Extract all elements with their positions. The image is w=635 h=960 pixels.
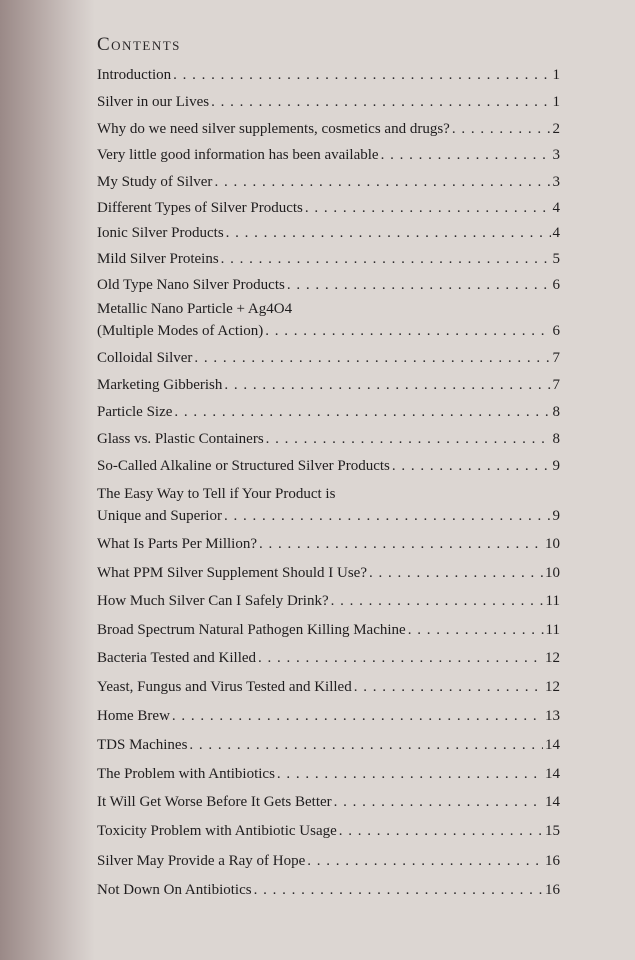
toc-entry-page: 16: [545, 882, 560, 898]
toc-entry: [97, 820, 560, 842]
toc-entry: [97, 248, 560, 270]
toc-entry-page: 10: [545, 536, 560, 552]
toc-entry: [97, 455, 560, 477]
dot-leader: [381, 144, 551, 166]
dot-leader: [259, 533, 543, 555]
toc-entry-page: 7: [552, 377, 560, 393]
dot-leader: [258, 647, 543, 669]
dot-leader: [174, 401, 550, 423]
toc-entry-page: 7: [552, 350, 560, 366]
toc-entry-page: 3: [552, 174, 560, 190]
toc-entry-title: Broad Spectrum Natural Pathogen Killing Machine: [97, 622, 406, 638]
toc-entry-page: 14: [545, 766, 560, 782]
toc-entry: [97, 791, 560, 813]
toc-entry-title: Introduction: [97, 67, 172, 83]
toc-entry-title: Glass vs. Plastic Containers: [97, 431, 264, 447]
dot-leader: [369, 562, 543, 584]
toc-entry-title: Silver May Provide a Ray of Hope: [97, 853, 306, 869]
dot-leader: [224, 505, 551, 527]
toc-entry-title: What PPM Silver Supplement Should I Use?: [97, 565, 367, 581]
toc-entry: [97, 734, 560, 756]
toc-entry-title: Home Brew: [97, 708, 170, 724]
toc-entry-title: Old Type Nano Silver Products: [97, 277, 285, 293]
dot-leader: [287, 274, 551, 296]
toc-entry-title: Particle Size: [97, 404, 173, 420]
toc-entry: [97, 533, 560, 555]
dot-leader: [339, 820, 543, 842]
toc-entry: [97, 676, 560, 698]
toc-entry-title: Toxicity Problem with Antibiotic Usage: [97, 823, 337, 839]
toc-entry: [97, 850, 560, 872]
toc-entry-title: Bacteria Tested and Killed: [97, 650, 257, 666]
dot-leader: [277, 763, 543, 785]
toc-entry-title: Not Down On Antibiotics: [97, 882, 252, 898]
toc-entry-title: Marketing Gibberish: [97, 377, 223, 393]
toc-entry: [97, 118, 560, 140]
dot-leader: [305, 197, 551, 219]
dot-leader: [194, 347, 550, 369]
toc-entry: [97, 647, 560, 669]
toc-entry-page: 12: [545, 679, 560, 695]
toc-entry-page: 1: [552, 94, 560, 110]
toc-entry: [97, 705, 560, 727]
toc-entry-title: Colloidal Silver: [97, 350, 193, 366]
toc-entry-title-line1: The Easy Way to Tell if Your Product is: [97, 486, 336, 502]
dot-leader: [226, 222, 551, 244]
toc-entry: [97, 428, 560, 450]
dot-leader: [266, 428, 551, 450]
toc-entry: [97, 144, 560, 166]
toc-entry-page: 1: [552, 67, 560, 83]
dot-leader: [307, 850, 543, 872]
toc-entry-page: 15: [545, 823, 560, 839]
toc-entry-title: The Problem with Antibiotics: [97, 766, 275, 782]
dot-leader: [221, 248, 551, 270]
toc-entry: [97, 401, 560, 423]
toc-entry: [97, 590, 560, 612]
toc-entry-title: So-Called Alkaline or Structured Silver Products: [97, 458, 390, 474]
toc-entry-page: 2: [552, 121, 560, 137]
toc-entry-page: 11: [545, 593, 560, 609]
toc-entry-page: 6: [552, 277, 560, 293]
toc-entry-page: 14: [545, 794, 560, 810]
dot-leader: [334, 791, 543, 813]
dot-leader: [173, 64, 550, 86]
dot-leader: [189, 734, 543, 756]
toc-entry: [97, 483, 560, 527]
toc-entry: [97, 197, 560, 219]
toc-entry-page: 9: [552, 508, 560, 524]
toc-entry-page: 11: [545, 622, 560, 638]
dot-leader: [265, 320, 550, 342]
toc-entry-title: It Will Get Worse Before It Gets Better: [97, 794, 332, 810]
toc-entry-page: 3: [552, 147, 560, 163]
toc-entry: [97, 763, 560, 785]
dot-leader: [408, 619, 544, 641]
toc-entry: [97, 374, 560, 396]
toc-entry: [97, 91, 560, 113]
dot-leader: [224, 374, 550, 396]
toc-entry-title: Mild Silver Proteins: [97, 251, 219, 267]
dot-leader: [331, 590, 544, 612]
toc-entry: [97, 619, 560, 641]
dot-leader: [452, 118, 551, 140]
toc-entry-page: 6: [552, 323, 560, 339]
toc-entry-title: Different Types of Silver Products: [97, 200, 303, 216]
toc-entry: [97, 171, 560, 193]
toc-entry-title-line1: Metallic Nano Particle + Ag4O4: [97, 301, 293, 317]
toc-entry: [97, 64, 560, 86]
dot-leader: [392, 455, 551, 477]
contents-heading: Contents: [97, 34, 181, 55]
toc-entry-page: 14: [545, 737, 560, 753]
dot-leader: [214, 171, 550, 193]
toc-entry-page: 12: [545, 650, 560, 666]
toc-entry-page: 9: [552, 458, 560, 474]
toc-entry-title: Why do we need silver supplements, cosmetics and drugs?: [97, 121, 450, 137]
toc-entry-title: Silver in our Lives: [97, 94, 210, 110]
toc-entry: [97, 562, 560, 584]
toc-entry: [97, 222, 560, 244]
toc-entry-page: 13: [545, 708, 560, 724]
toc-entry-title: Ionic Silver Products: [97, 225, 224, 241]
toc-entry: [97, 298, 560, 342]
toc-entry-title: TDS Machines: [97, 737, 188, 753]
toc-entry-title: Unique and Superior: [97, 508, 222, 524]
toc-entry-page: 4: [552, 200, 560, 216]
toc-entry-page: 10: [545, 565, 560, 581]
toc-entry: [97, 347, 560, 369]
toc-entry-title: My Study of Silver: [97, 174, 213, 190]
toc-entry-title: (Multiple Modes of Action): [97, 323, 264, 339]
dot-leader: [354, 676, 543, 698]
toc-entry-title: Yeast, Fungus and Virus Tested and Killed: [97, 679, 352, 695]
toc-entry-page: 8: [552, 404, 560, 420]
dot-leader: [211, 91, 550, 113]
toc-entry-page: 4: [552, 225, 560, 241]
toc-entry-page: 8: [552, 431, 560, 447]
toc-entry-title: What Is Parts Per Million?: [97, 536, 257, 552]
dot-leader: [254, 879, 543, 901]
toc-entry: [97, 274, 560, 296]
toc-entry: [97, 879, 560, 901]
toc-entry-page: 16: [545, 853, 560, 869]
toc-entry-title: Very little good information has been available: [97, 147, 379, 163]
toc-entry-page: 5: [552, 251, 560, 267]
toc-entry-title: How Much Silver Can I Safely Drink?: [97, 593, 329, 609]
dot-leader: [172, 705, 543, 727]
